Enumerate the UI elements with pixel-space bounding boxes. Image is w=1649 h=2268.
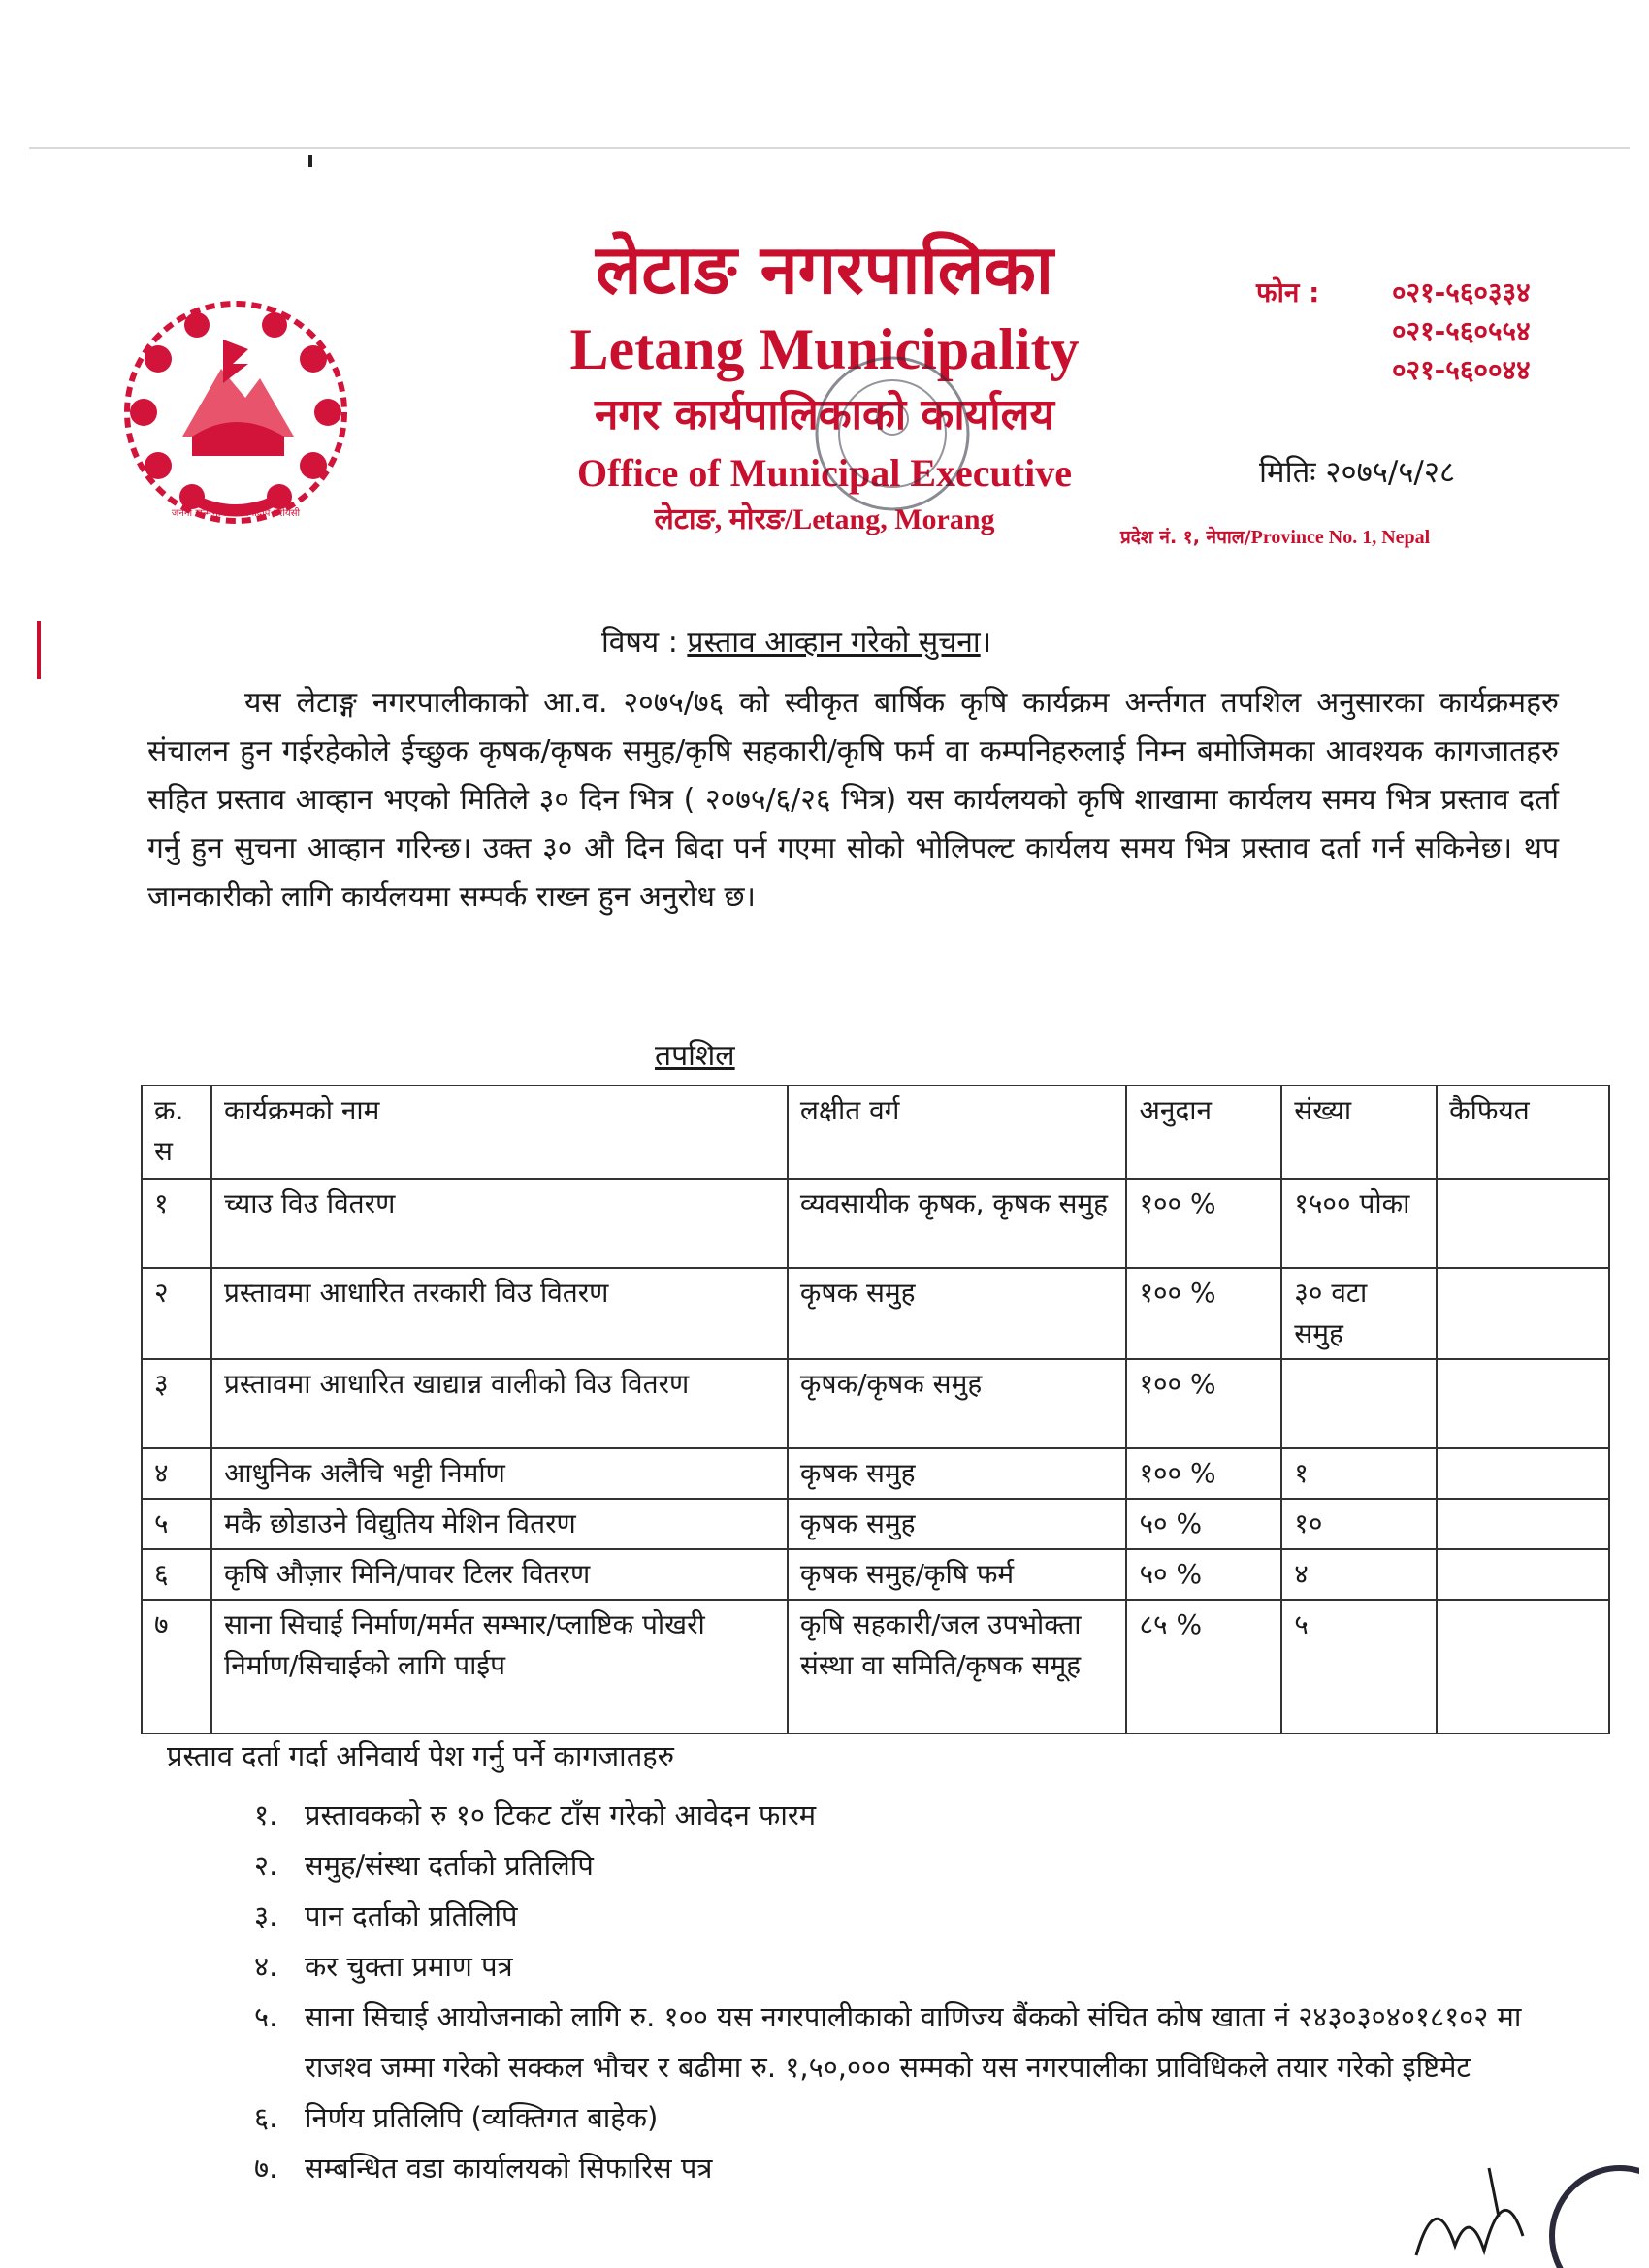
- list-item: [254, 1790, 1583, 1840]
- table-cell: च्याउ विउ वितरण: [211, 1179, 788, 1268]
- table-cell: कृषक समुह: [788, 1448, 1127, 1499]
- list-item: [254, 2092, 1583, 2143]
- table-cell: ५० %: [1126, 1499, 1281, 1549]
- table-cell: १: [1281, 1448, 1437, 1499]
- table-cell: कृषक समुह/कृषि फर्म: [788, 1549, 1127, 1600]
- list-item: [254, 2143, 1583, 2193]
- table-cell: ६: [142, 1549, 211, 1600]
- item-number: ३.: [254, 1899, 278, 1932]
- nepal-emblem-icon: [114, 291, 357, 534]
- subject-line: [601, 621, 991, 661]
- table-cell: १०० %: [1126, 1448, 1281, 1499]
- province-np: प्रदेश नं. १, नेपाल/: [1120, 527, 1251, 548]
- phone-number: ०२१-५६०३३४: [1392, 276, 1531, 308]
- table-cell: [1437, 1179, 1609, 1268]
- table-cell: १: [142, 1179, 211, 1268]
- table-row: [142, 1600, 1609, 1733]
- province-en: Province No. 1, Nepal: [1250, 527, 1431, 548]
- item-text: समुह/संस्था दर्ताको प्रतिलिपि: [305, 1849, 594, 1882]
- table-cell: ५: [142, 1499, 211, 1549]
- table-cell: कृषक समुह: [788, 1499, 1127, 1549]
- province-line: [1120, 524, 1430, 549]
- table-cell: १०: [1281, 1499, 1437, 1549]
- table-cell: ३० वटा समुह: [1281, 1268, 1437, 1359]
- list-item: [254, 1891, 1583, 1941]
- table-cell: प्रस्तावमा आधारित तरकारी विउ वितरण: [211, 1268, 788, 1359]
- table-cell: कृषक/कृषक समुह: [788, 1359, 1127, 1448]
- table-cell: ४: [1281, 1549, 1437, 1600]
- header-cell: लक्षीत वर्ग: [788, 1085, 1127, 1179]
- office-stamp-icon: [810, 351, 975, 516]
- table-cell: १०० %: [1126, 1359, 1281, 1448]
- required-docs-title: प्रस्ताव दर्ता गर्दा अनिवार्य पेश गर्नु पर्ने कागजातहरु: [167, 1739, 674, 1772]
- item-number: ५.: [254, 2000, 278, 2033]
- table-cell: [1437, 1359, 1609, 1448]
- table-cell: ३: [142, 1359, 211, 1448]
- table-cell: [1281, 1359, 1437, 1448]
- table-row: [142, 1448, 1609, 1499]
- item-text: निर्णय प्रतिलिपि (व्यक्तिगत बाहेक): [305, 2101, 659, 2134]
- list-item: [254, 1992, 1583, 2092]
- edge-mark: [37, 621, 41, 679]
- office-address: लेटाङ, मोरङ/Letang, Morang: [654, 503, 995, 535]
- table-cell: ७: [142, 1600, 211, 1733]
- table-header-row: [142, 1085, 1609, 1179]
- signature-icon: [1397, 2149, 1639, 2268]
- office-name-en: Office of Municipal Executive: [577, 451, 1072, 495]
- table-cell: व्यवसायीक कृषक, कृषक समुह: [788, 1179, 1127, 1268]
- header-cell: संख्या: [1281, 1085, 1437, 1179]
- required-docs-list: [254, 1790, 1583, 2193]
- header-cell: कैफियत: [1437, 1085, 1609, 1179]
- header-cell: अनुदान: [1126, 1085, 1281, 1179]
- table-cell: ५० %: [1126, 1549, 1281, 1600]
- emblem-motto: जननी जन्मभूमिश्च स्वर्गादपि गरीयसी: [171, 508, 301, 519]
- table-cell: प्रस्तावमा आधारित खाद्यान्न वालीको विउ वितरण: [211, 1359, 788, 1448]
- details-title: तपशिल: [655, 1039, 735, 1073]
- item-number: ६.: [254, 2101, 278, 2134]
- table-cell: [1437, 1549, 1609, 1600]
- list-item: [254, 1941, 1583, 1992]
- item-text: प्रस्तावकको रु १० टिकट टाँस गरेको आवेदन फारम: [305, 1798, 817, 1831]
- item-number: ७.: [254, 2152, 278, 2185]
- item-number: ४.: [254, 1950, 278, 1983]
- phone-number: ०२१-५६००४४: [1392, 354, 1531, 386]
- table-cell: [1437, 1600, 1609, 1733]
- table-cell: साना सिचाई निर्माण/मर्मत सम्भार/प्लाष्टिक पोखरी निर्माण/सिचाईको लागि पाईप: [211, 1600, 788, 1733]
- table-cell: कृषक समुह: [788, 1268, 1127, 1359]
- subject-label: विषय :: [601, 626, 688, 660]
- table-cell: [1437, 1499, 1609, 1549]
- top-rule: [29, 147, 1630, 149]
- table-row: [142, 1359, 1609, 1448]
- document-date: मितिः २०७५/५/२८: [1259, 455, 1456, 490]
- item-text: सम्बन्धित वडा कार्यालयको सिफारिस पत्र: [305, 2152, 713, 2185]
- table-cell: ८५ %: [1126, 1600, 1281, 1733]
- item-text: कर चुक्ता प्रमाण पत्र: [305, 1950, 513, 1983]
- table-cell: कृषि सहकारी/जल उपभोक्ता संस्था वा समिति/कृषक समूह: [788, 1600, 1127, 1733]
- table-row: [142, 1499, 1609, 1549]
- table-cell: १५०० पोका: [1281, 1179, 1437, 1268]
- office-name-np: नगर कार्यपालिकाको कार्यालय: [595, 390, 1054, 439]
- table-cell: कृषि औज़ार मिनि/पावर टिलर वितरण: [211, 1549, 788, 1600]
- subject-text: प्रस्ताव आव्हान गरेको सुचना: [687, 626, 981, 660]
- phone-block: [1256, 274, 1531, 390]
- municipality-name-en: Letang Municipality: [569, 317, 1080, 381]
- table-cell: आधुनिक अलैचि भट्टी निर्माण: [211, 1448, 788, 1499]
- table-cell: २: [142, 1268, 211, 1359]
- phone-label: फोन :: [1256, 276, 1320, 308]
- table-cell: मकै छोडाउने विद्युतिय मेशिन वितरण: [211, 1499, 788, 1549]
- table-cell: [1437, 1448, 1609, 1499]
- subject-end: ।: [980, 626, 992, 660]
- notice-body: यस लेटाङ्ग नगरपालीकाको आ.व. २०७५/७६ को स्वीकृत बार्षिक कृषि कार्यक्रम अर्न्तगत तपशिल अनुसारका कार्यक्रमहरु संचालन हुन गईरहेकोले ईच्छुक कृषक/कृषक समुह/कृषि सहकारी/कृषि फर्म वा कम्पनिहरुलाई निम्न बमोजिमका आवश्यक कागजातहरु सहित प्रस्ताव आव्हान भएको मितिले ३० दिन भित्र ( २०७५/६/२६ भित्र) यस कार्यलयको कृषि शाखामा कार्यलय समय भित्र प्रस्ताव दर्ता गर्नु हुन सुचना आव्हान गरिन्छ। उक्त ३० औ दिन बिदा पर्न गएमा सोको भोलिपल्ट कार्यलय समय भित्र प्रस्ताव दर्ता गर्न सकिनेछ। थप जानकारीको लागि कार्यलयमा सम्पर्क राख्न हुन अनुरोध छ।: [147, 686, 1559, 914]
- item-text: साना सिचाई आयोजनाको लागि रु. १०० यस नगरपालीकाको वाणिज्य बैंकको संचित कोष खाता नं २४३०३०४०१८१०२ मा राजश्व जम्मा गरेको सक्कल भौचर र बढीमा रु. १,५०,००० सम्मको यस नगरपालीका प्राविधिकले तयार गरेको इष्टिमेट: [305, 2000, 1522, 2084]
- table-cell: १०० %: [1126, 1268, 1281, 1359]
- program-table: [141, 1085, 1610, 1734]
- table-cell: [1437, 1268, 1609, 1359]
- table-cell: ४: [142, 1448, 211, 1499]
- table-row: [142, 1268, 1609, 1359]
- header-cell: कार्यक्रमको नाम: [211, 1085, 788, 1179]
- table-row: [142, 1549, 1609, 1600]
- phone-number: ०२१-५६०५५४: [1392, 315, 1531, 347]
- table-row: [142, 1179, 1609, 1268]
- item-text: पान दर्ताको प्रतिलिपि: [305, 1899, 518, 1932]
- table-cell: १०० %: [1126, 1179, 1281, 1268]
- table-cell: ५: [1281, 1600, 1437, 1733]
- list-item: [254, 1840, 1583, 1891]
- item-number: २.: [254, 1849, 278, 1882]
- item-number: १.: [254, 1798, 278, 1831]
- header-cell: क्र. स: [142, 1085, 211, 1179]
- municipality-name-np: लेटाङ नगरपालिका: [595, 230, 1054, 309]
- scan-mark: [308, 155, 312, 167]
